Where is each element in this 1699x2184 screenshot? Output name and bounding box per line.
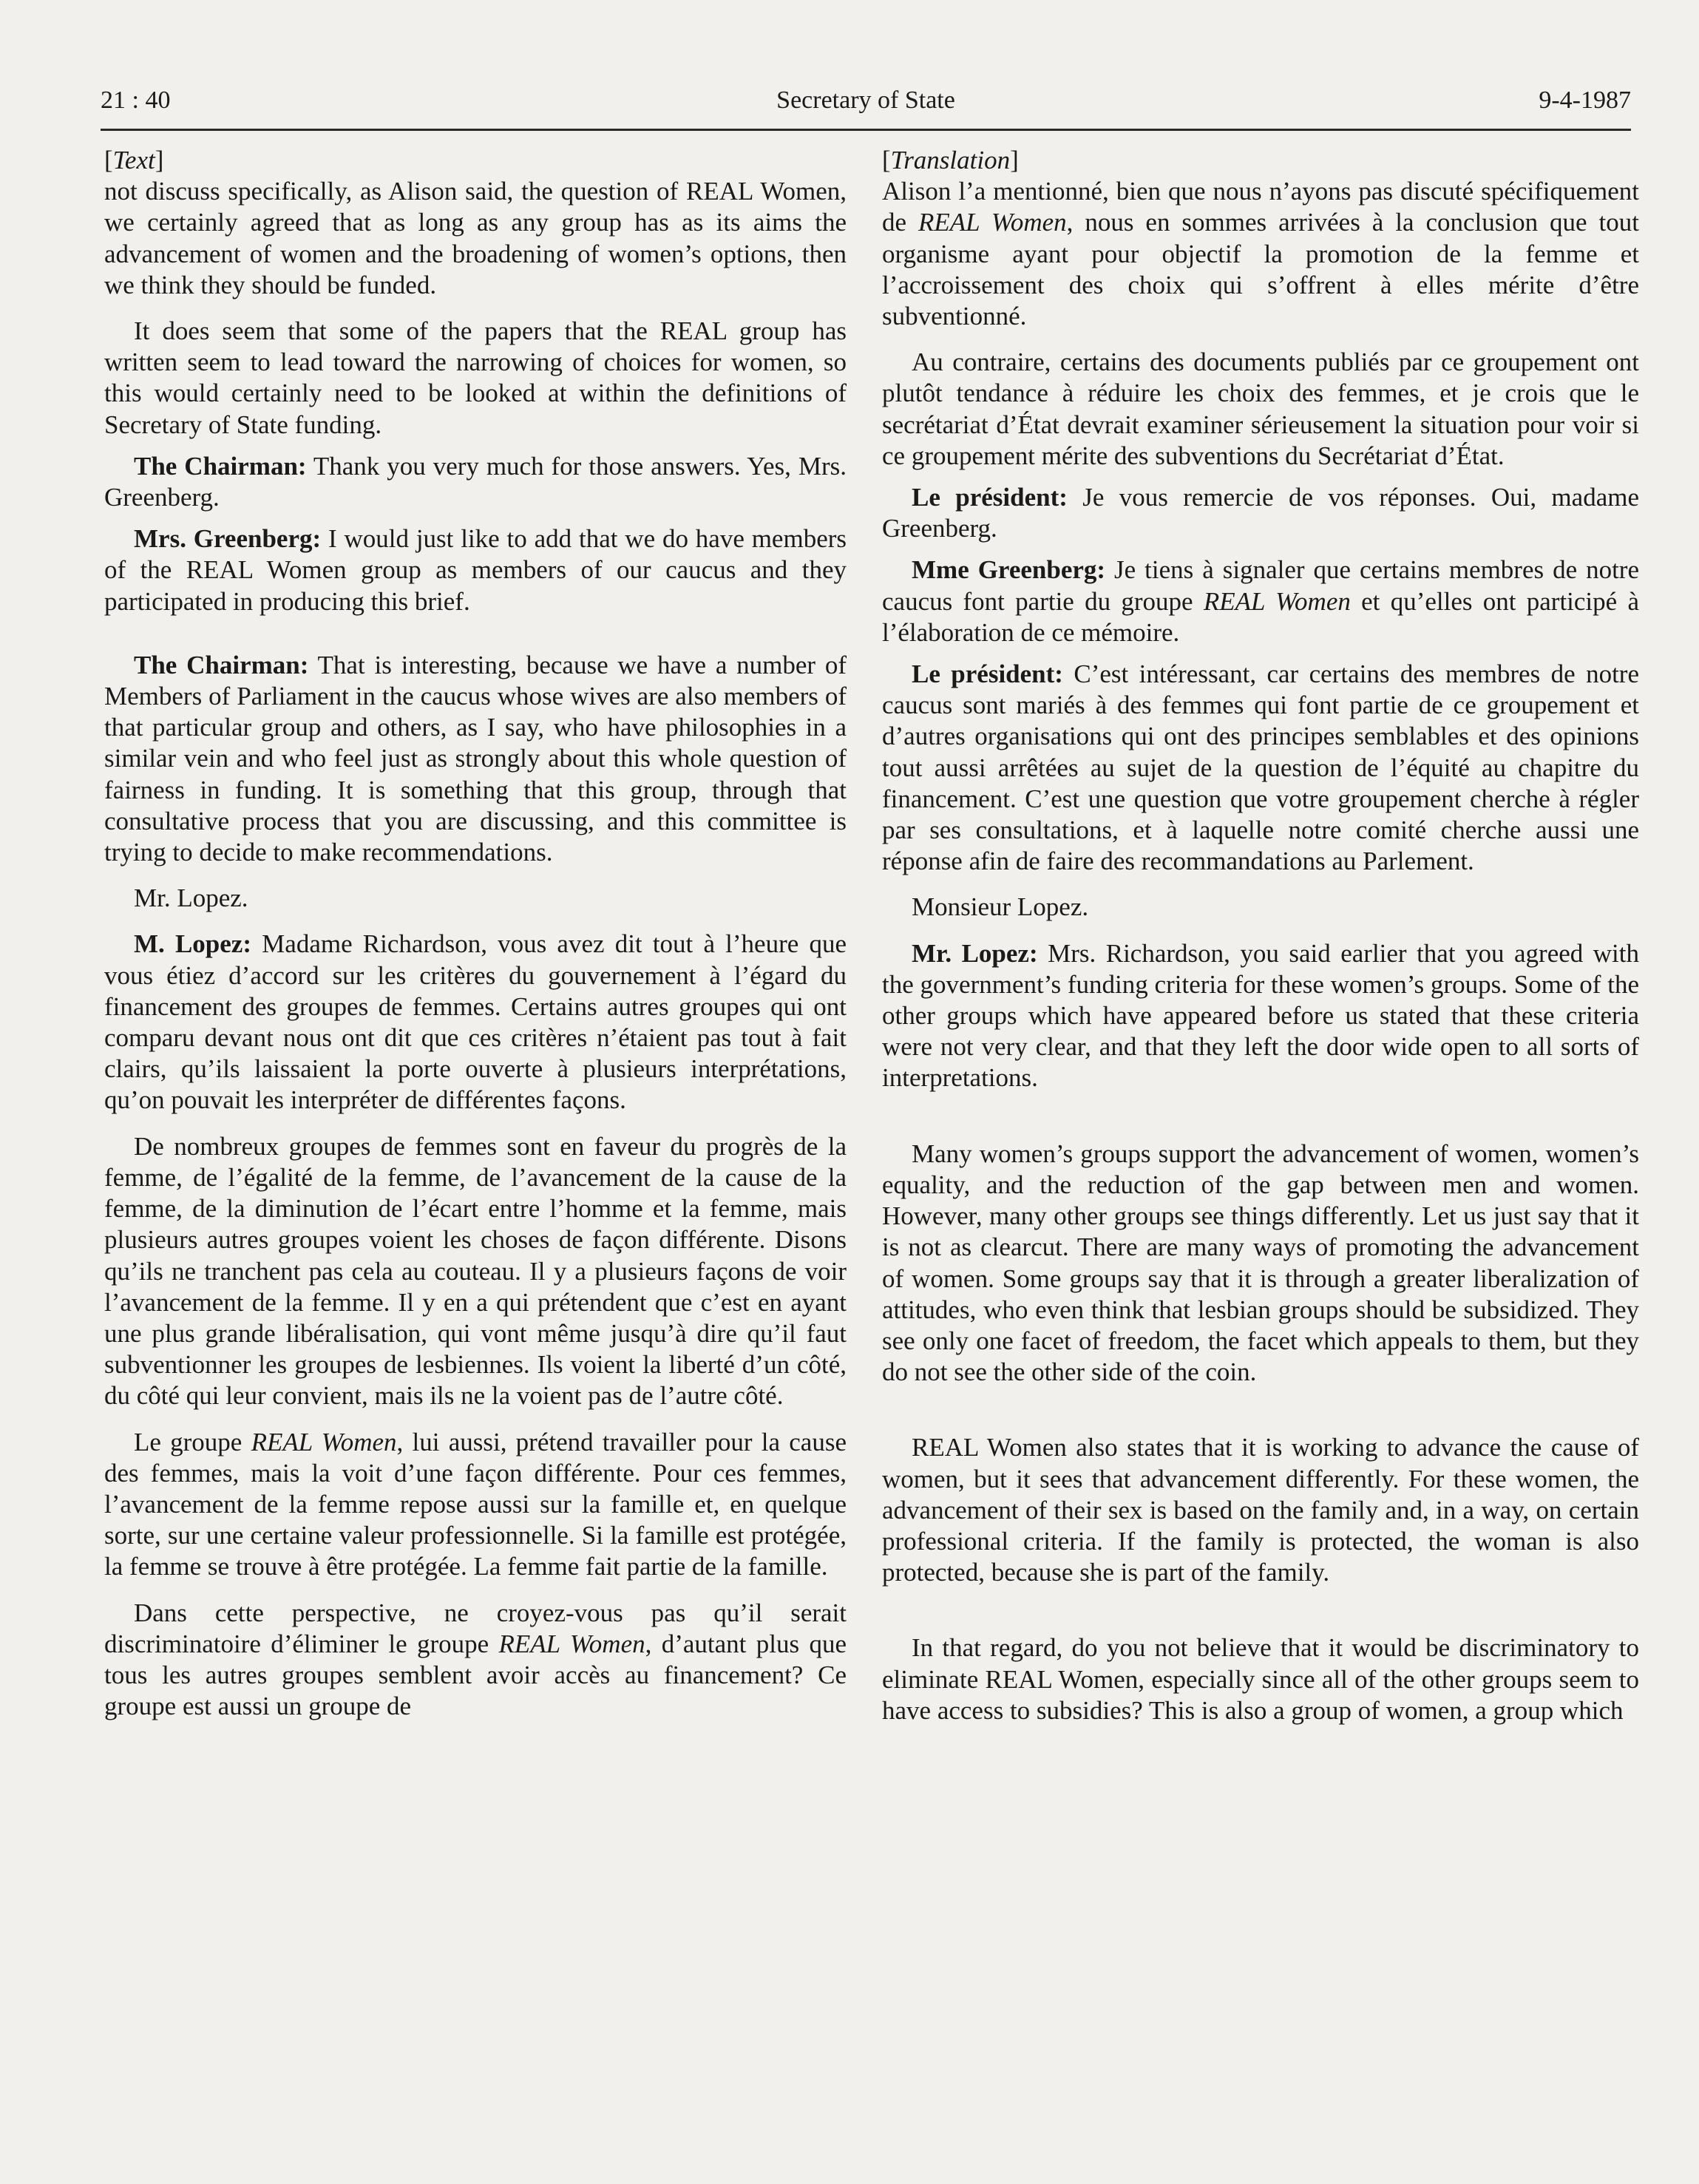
paragraph-text: Je tiens à signaler que certains membres de notre caucus font partie du groupe [882, 555, 1640, 616]
paragraph [882, 938, 1639, 1094]
paragraph-text: Au contraire, certains des documents publiés par ce groupement ont plutôt tendance à réduire les choix des femmes, et je crois que le secrétariat d’État devrait examiner sérieusement la situation pour voir si ce groupement mérite des subventions du Secrétariat d’État. [882, 347, 1639, 470]
paragraph-text: De nombreux groupes de femmes sont en faveur du progrès de la femme, de l’égalité de la femme, de l’avancement de la cause de la femme, de la diminution de l’écart entre l’homme et la femme, mais plusieurs autres groupes voient les choses de façon différente. Disons qu’ils ne tranchent pas cela au couteau. Il y a plusieurs façons de voir l’avancement de la femme. Il y en a qui prétendent que c’est en ayant une plus grande libéralisation, qui vont même jusqu’à dire qu’il faut subventionner les groupes de lesbiennes. Ils voient la liberté d’un côté, du côté qui leur convient, mais ils ne la voient pas de l’autre côté. [104, 1131, 847, 1411]
header-title: Secretary of State [776, 87, 955, 114]
speaker-name: M. Lopez: [134, 929, 251, 959]
paragraph [104, 451, 847, 513]
emphasis-text: REAL Women [918, 208, 1067, 237]
paragraph-text: et qu’elles ont participé à l’élaboration de ce mémoire. [882, 586, 1640, 647]
paragraph [882, 347, 1639, 472]
paragraph-text: Mr. Lopez. [134, 884, 248, 913]
paragraph-text: In that regard, do you not believe that it would be discriminatory to eliminate REAL Women, especially since all of the other groups seem to have access to subsidies? This is also a group of women, a group which [882, 1633, 1639, 1725]
paragraph [882, 892, 1639, 923]
speaker-name: Le président: [912, 483, 1068, 512]
emphasis-text: REAL Women [1203, 586, 1351, 616]
left-column [104, 145, 847, 1722]
column-label-text: Translation [890, 146, 1011, 174]
paragraph [882, 1139, 1639, 1388]
paragraph-text: I would just like to add that we do have members of the REAL Women group as members of our caucus and they participated in producing this brief. [104, 524, 847, 616]
paragraph-text: REAL Women also states that it is working to advance the cause of women, but it sees that advancement differently. For these women, the advancement of their sex is based on the family and, in a way, on certain professional criteria. If the family is protected, the woman is also protected, because she is part of the family. [882, 1433, 1639, 1587]
paragraph [882, 1432, 1639, 1588]
paragraph [104, 316, 847, 441]
header-date: 9-4-1987 [1539, 87, 1631, 114]
paragraph-text: , d’autant plus que tous les autres groupes semblent avoir accès au financement? Ce groupe est aussi un groupe de [104, 1629, 847, 1721]
paragraph [104, 1427, 847, 1583]
paragraph-text: , lui aussi, prétend travailler pour la cause des femmes, mais la voit d’une façon différente. Pour ces femmes, l’avancement de la femme repose aussi sur la famille et, en quelque sorte, sur une certaine valeur professionnelle. Si la famille est protégée, la femme se trouve à être protégée. La femme fait partie de la famille. [104, 1427, 847, 1581]
paragraph-text: , nous en sommes arrivées à la conclusion que tout organisme ayant pour objectif la promotion de la femme et l’accroissement des choix qui s’offrent à elles mérite d’être subventionné. [882, 208, 1639, 331]
column-label: [Translation] [882, 146, 1019, 174]
speaker-name: Le président: [912, 659, 1063, 689]
paragraph [882, 1632, 1639, 1726]
paragraph-text: Dans cette perspective, ne croyez-vous pas qu’il serait discriminatoire d’éliminer le groupe [104, 1598, 847, 1658]
paragraph [104, 523, 847, 617]
page-header [101, 83, 1631, 131]
page-number: 21 : 40 [101, 87, 171, 114]
column-label: [Text] [104, 146, 164, 174]
paragraph [104, 650, 847, 868]
speaker-name: Mrs. Greenberg: [134, 524, 322, 554]
paragraph [104, 1598, 847, 1723]
emphasis-text: REAL Women [498, 1629, 645, 1658]
speaker-name: Mr. Lopez: [912, 938, 1038, 968]
speaker-name: Mme Greenberg: [912, 555, 1106, 585]
speaker-name: The Chairman: [134, 650, 309, 679]
paragraph-text: Monsieur Lopez. [912, 892, 1089, 922]
paragraph-text: not discuss specifically, as Alison said, the question of REAL Women, we certainly agreed that as long as any group has as its aims the advancement of women and the broadening of women’s options, then we think they should be funded. [104, 177, 847, 299]
speaker-name: The Chairman: [134, 451, 307, 481]
paragraph [882, 659, 1639, 877]
paragraph-text: That is interesting, because we have a number of Members of Parliament in the caucus whose wives are also members of that particular group and others, as I say, who have philosophies in a similar vein and who feel just as strongly about this whole question of fairness in funding. It is something that this group, through that consultative process that you are discussing, and this committee is trying to decide to make recommendations. [104, 650, 847, 867]
paragraph-text: It does seem that some of the papers that the REAL group has written seem to lead toward the narrowing of choices for women, so this would certainly need to be looked at within the definitions of Secretary of State funding. [104, 316, 847, 439]
paragraph-text: Thank you very much for those answers. Yes, Mrs. Greenberg. [104, 451, 847, 512]
paragraph-text: Many women’s groups support the advancement of women, women’s equality, and the reduction of the gap between men and women. However, many other groups see things differently. Let us just say that it is not as clearcut. There are many ways of promoting the advancement of women. Some groups say that it is through a greater liberalization of attitudes, who even think that lesbian groups should be subsidized. They see only one facet of freedom, the facet which appeals to them, but they do not see the other side of the coin. [882, 1139, 1639, 1387]
paragraph [882, 482, 1639, 544]
paragraph [104, 176, 847, 301]
paragraph-text: Mrs. Richardson, you said earlier that you agreed with the government’s funding criteria for these women’s groups. Some of the other groups which have appeared before us stated that these criteria were not very clear, and that they left the door wide open to all sorts of interpretations. [882, 938, 1639, 1093]
paragraph-text: C’est intéressant, car certains des membres de notre caucus sont mariés à des femmes qui font partie de ce groupement et d’autres organisations qui ont des principes semblables et des opinions tout aussi arrêtées au sujet de la question de l’équité au chapitre du financement. C’est une question que votre groupement cherche à régler par ses consultations, et à laquelle notre comité cherche aussi une réponse afin de faire des recommandations au Parlement. [882, 659, 1639, 876]
paragraph-text: Je vous remercie de vos réponses. Oui, madame Greenberg. [882, 483, 1639, 543]
paragraph-text: Madame Richardson, vous avez dit tout à l’heure que vous étiez d’accord sur les critères du gouvernement à l’égard du financement des groupes de femmes. Certains autres groupes qui ont comparu devant nous ont dit que ces critères n’étaient pas tout à fait clairs, qu’ils laissaient la porte ouverte à plusieurs interprétations, qu’on pouvait les interpréter de différentes façons. [104, 929, 847, 1115]
paragraph [882, 555, 1639, 648]
paragraph [104, 883, 847, 914]
right-column [882, 145, 1639, 1726]
paragraph [104, 1131, 847, 1412]
paragraph [882, 176, 1639, 332]
paragraph [104, 929, 847, 1116]
paragraph-text: Le groupe [134, 1427, 251, 1456]
column-label-text: Text [112, 146, 155, 174]
paragraph-text: Alison l’a mentionné, bien que nous n’ayons pas discuté spécifiquement de [882, 177, 1639, 237]
emphasis-text: REAL Women [251, 1427, 397, 1456]
